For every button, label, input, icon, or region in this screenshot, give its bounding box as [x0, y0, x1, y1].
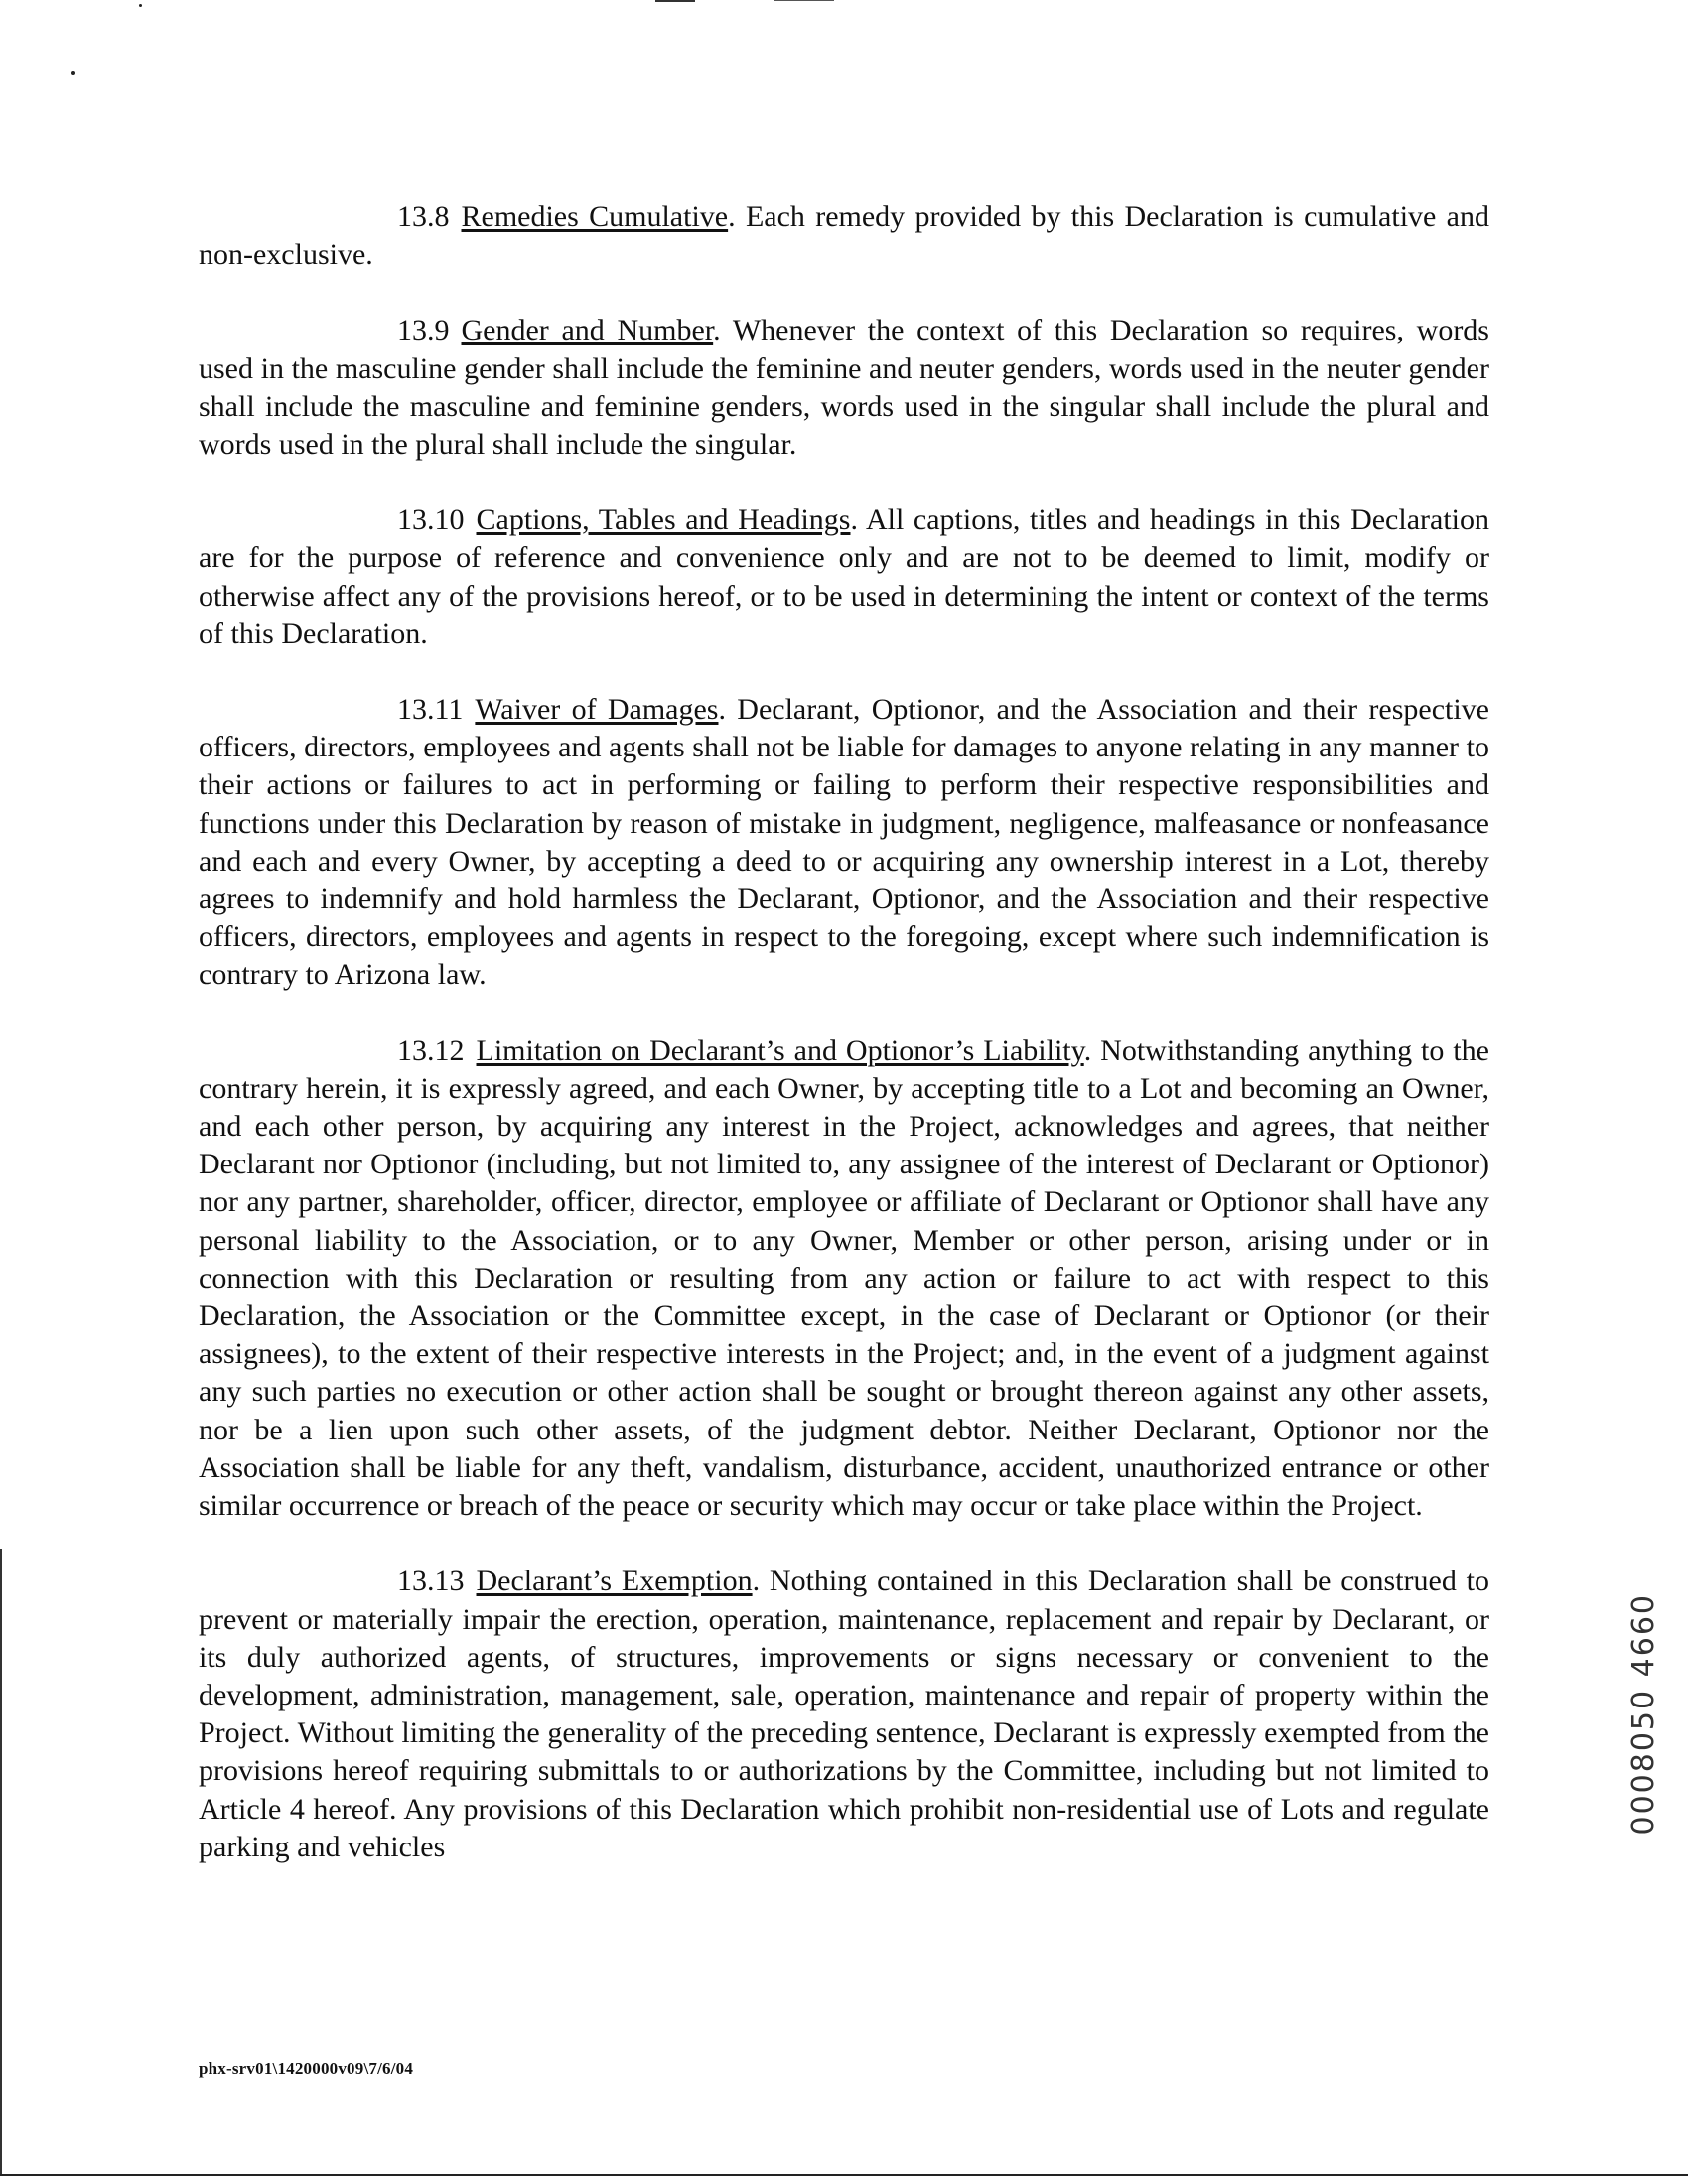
scan-dot [139, 4, 142, 7]
section-13-10: 13.10 Captions, Tables and Headings. All captions, titles and headings in this Declaration are for the purpose of reference and convenience only and are not to be deemed to limit, modify or otherwise affect any of the provisions hereof, or to be used in determining the intent or context of the terms of this Declaration. [199, 503, 1489, 650]
section-text: Nothing contained in this Declaration shall be construed to prevent or materially impair the erection, operation, maintenance, replacement and repair by Declarant, or its duly authorized agents, of structures, improvements or signs necessary or convenient to the development, administration, management, sale, operation, maintenance and repair of property within the Project. Without limiting the generality of the preceding sentence, Declarant is expressly exempted from the provisions hereof requiring submittals to or authorizations by the Committee, including but not limited to Article 4 hereof. Any provisions of this Declaration which prohibit non-residential use of Lots and regulate parking and vehicles [199, 1565, 1490, 1863]
section-heading: Remedies Cumulative [461, 201, 729, 233]
section-13-12: 13.12 Limitation on Declarant’s and Optionor’s Liability. Notwithstanding anything to the contrary herein, it is expressly agreed, and each Owner, by accepting title to a Lot and becoming an Owner, and each other person, by acquiring any interest in the Project, acknowledges and agrees, that neither Declarant nor Optionor (including, but not limited to, any assignee of the interest of Declarant or Optionor) nor any partner, shareholder, officer, director, employee or affiliate of Declarant or Optionor shall have any personal liability to the Association, or to any Owner, Member or other person, arising under or in connection with this Declaration or resulting from any action or failure to act with respect to this Declaration, the Association or the Committee except, in the case of Declarant or Optionor (or their assignees), to the extent of their respective interests in the Project; and, in the event of a judgment against any such parties no execution or other action shall be sought or brought thereon against any other assets, nor be a lien upon such other assets, of the judgment debtor. Neither Declarant, Optionor nor the Association shall be liable for any theft, vandalism, disturbance, accident, unauthorized entrance or other similar occurrence or breach of the peace or security which may occur or take place within the Project. [199, 1033, 1490, 1523]
document-body [199, 199, 1489, 1904]
section-heading: Waiver of Damages [475, 693, 719, 727]
section-13-11: 13.11 Waiver of Damages. Declarant, Optionor, and the Association and their respective officers, directors, employees and agents shall not be liable for damages to anyone relating in any manner to their actions or failures to act in performing or failing to perform their respective responsibilities and functions under this Declaration by reason of mistake in judgment, negligence, malfeasance or nonfeasance and each and every Owner, by accepting a deed to or acquiring any ownership interest in a Lot, thereby agrees to indemnify and hold harmless the Declarant, Optionor, and the Association and their respective officers, directors, employees and agents in respect to the foregoing, except where such indemnification is contrary to Arizona law. [199, 693, 1490, 992]
section-number: 13.13 [397, 1565, 465, 1598]
section-number: 13.10 [397, 503, 465, 537]
section-13-13: 13.13 Declarant’s Exemption. Nothing contained in this Declaration shall be construed to prevent or materially impair the erection, operation, maintenance, replacement and repair by Declarant, or its duly authorized agents, of structures, improvements or signs necessary or convenient to the development, administration, management, sale, operation, maintenance and repair of property within the Project. Without limiting the generality of the preceding sentence, Declarant is expressly exempted from the provisions hereof requiring submittals to or authorizations by the Committee, including but not limited to Article 4 hereof. Any provisions of this Declaration which prohibit non-residential use of Lots and regulate parking and vehicles [199, 1565, 1490, 1863]
scan-mark [774, 0, 834, 1]
scan-mark [655, 0, 695, 2]
section-number: 13.11 [397, 693, 464, 727]
margin-stamp-text: 0008050 4660 [1626, 1593, 1661, 1836]
page-edge-left [0, 1549, 2, 2176]
section-text: Declarant, Optionor, and the Association and their respective officers, directors, employees and agents shall not be liable for damages to anyone relating in any manner to their actions or failures to act in performing or failing to perform their respective responsibilities and functions under this Declaration by reason of mistake in judgment, negligence, malfeasance or nonfeasance and each and every Owner, by accepting a deed to or acquiring any ownership interest in a Lot, thereby agrees to indemnify and hold harmless the Declarant, Optionor, and the Association and their respective officers, directors, employees and agents in respect to the foregoing, except where such indemnification is contrary to Arizona law. [199, 693, 1490, 992]
section-text: All captions, titles and headings in this Declaration are for the purpose of reference and convenience only and are not to be deemed to limit, modify or otherwise affect any of the provisions hereof, or to be used in determining the intent or context of the terms of this Declaration. [199, 503, 1489, 650]
section-number: 13.9 [397, 314, 450, 347]
scan-dot [71, 71, 75, 75]
section-number: 13.12 [397, 1033, 465, 1067]
margin-stamp [1624, 1593, 1664, 1891]
section-heading: Declarant’s Exemption [476, 1565, 753, 1598]
document-footer-id: phx-srv01\1420000v09\7/6/04 [199, 2059, 414, 2078]
section-number: 13.8 [397, 201, 450, 233]
section-13-9: 13.9 Gender and Number. Whenever the context of this Declaration so requires, words used in the masculine gender shall include the feminine and neuter genders, words used in the neuter gender shall include the masculine and feminine genders, words used in the singular shall include the plural and words used in the plural shall include the singular. [199, 314, 1489, 462]
section-heading: Limitation on Declarant’s and Optionor’s Liability [476, 1033, 1084, 1067]
section-text: Notwithstanding anything to the contrary herein, it is expressly agreed, and each Owner, by accepting title to a Lot and becoming an Owner, and each other person, by acquiring any interest in the Project, acknowledges and agrees, that neither Declarant nor Optionor (including, but not limited to, any assignee of the interest of Declarant or Optionor) nor any partner, shareholder, officer, director, employee or affiliate of Declarant or Optionor shall have any personal liability to the Association, or to any Owner, Member or other person, arising under or in connection with this Declaration or resulting from any action or failure to act with respect to this Declaration, the Association or the Committee except, in the case of Declarant or Optionor (or their assignees), to the extent of their respective interests in the Project; and, in the event of a judgment against any such parties no execution or other action shall be sought or brought thereon against any other assets, nor be a lien upon such other assets, of the judgment debtor. Neither Declarant, Optionor nor the Association shall be liable for any theft, vandalism, disturbance, accident, unauthorized entrance or other similar occurrence or breach of the peace or security which may occur or take place within the Project. [199, 1033, 1490, 1523]
section-heading: Gender and Number [461, 314, 714, 347]
section-13-8: 13.8 Remedies Cumulative. Each remedy provided by this Declaration is cumulative and non-exclusive. [199, 201, 1489, 272]
section-heading: Captions, Tables and Headings [476, 503, 851, 537]
section-text: Each remedy provided by this Declaration is cumulative and non-exclusive. [199, 201, 1489, 272]
section-text: Whenever the context of this Declaration so requires, words used in the masculine gender shall include the feminine and neuter genders, words used in the neuter gender shall include the masculine and feminine genders, words used in the singular shall include the plural and words used in the plural shall include the singular. [199, 314, 1489, 462]
page-edge-bottom [0, 2174, 1688, 2176]
